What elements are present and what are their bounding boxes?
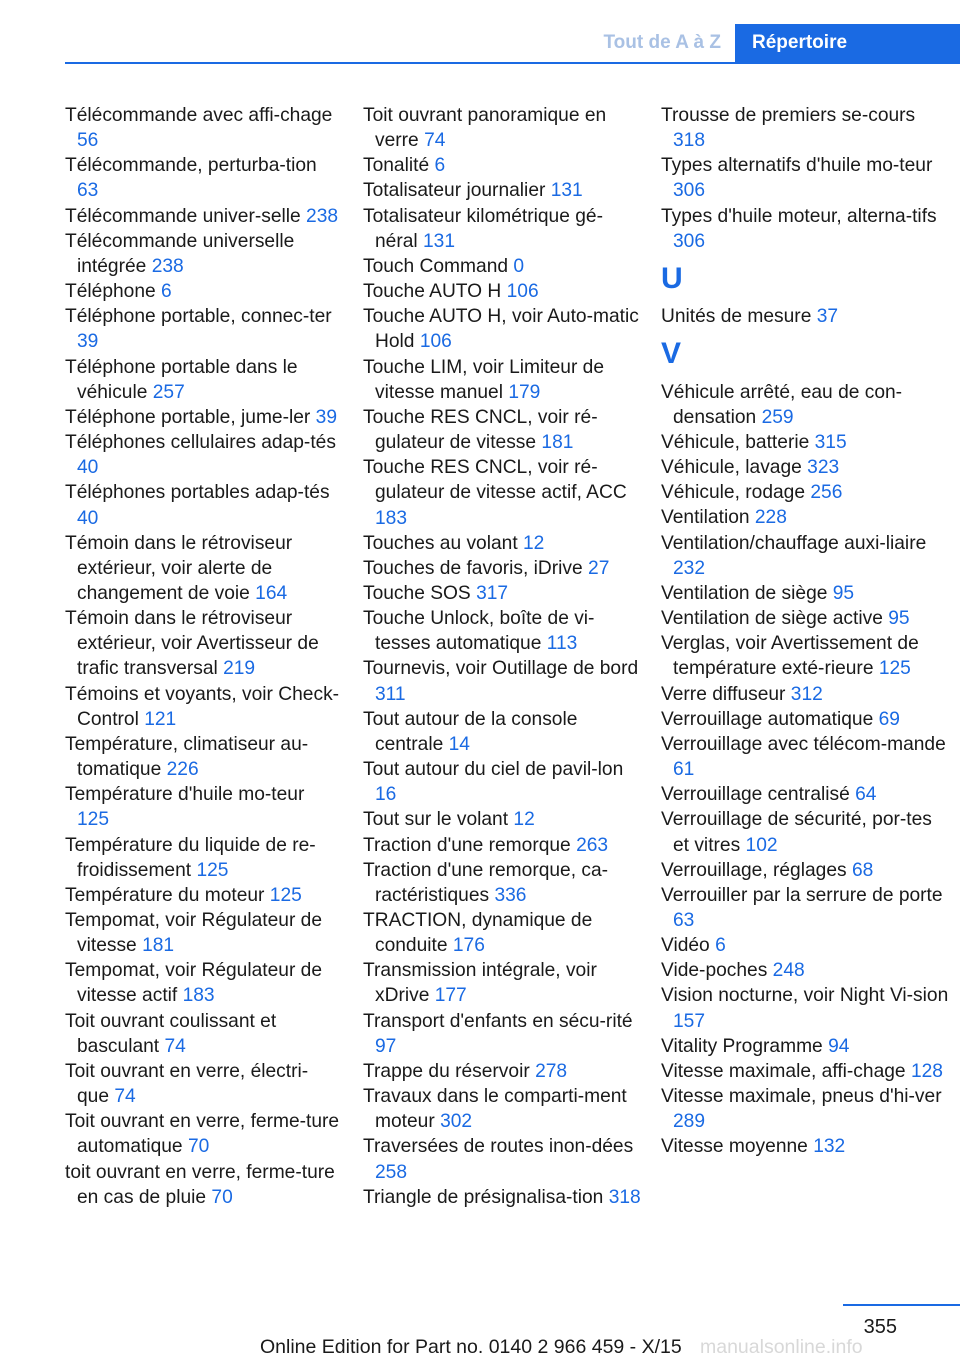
- page-link[interactable]: 317: [476, 582, 509, 604]
- index-entry: [363, 1134, 643, 1184]
- entry-term: Vidéo: [661, 935, 710, 957]
- index-entry: [661, 380, 951, 430]
- index-entry: [65, 833, 340, 883]
- entry-term: Véhicule, lavage: [661, 457, 802, 479]
- entry-term: Ventilation: [661, 507, 750, 529]
- page-link[interactable]: 232: [673, 557, 706, 579]
- page-link[interactable]: 14: [448, 733, 470, 755]
- index-entry: [661, 682, 951, 707]
- entry-term: Touch Command: [363, 255, 514, 277]
- entry-term: Toit ouvrant en verre, électri-que: [65, 1060, 309, 1108]
- entry-term: Toit ouvrant coulissant et basculant: [65, 1010, 277, 1057]
- entry-term: Transmission intégrale, voir xDrive: [363, 960, 597, 1007]
- index-entry: [363, 531, 643, 556]
- page-link[interactable]: 70: [211, 1186, 233, 1208]
- index-entry: [65, 480, 340, 530]
- page-link[interactable]: 61: [673, 759, 695, 781]
- entry-term: Trousse de premiers se-cours: [661, 105, 916, 126]
- index-entry: [661, 782, 951, 807]
- page-link[interactable]: 125: [878, 658, 911, 680]
- page-link[interactable]: 219: [223, 658, 256, 680]
- entry-term: Température du liquide de re-froidissement: [65, 834, 316, 881]
- page-link[interactable]: 40: [77, 457, 99, 479]
- index-entry: [65, 682, 340, 732]
- page-link[interactable]: 181: [142, 935, 175, 957]
- page-link[interactable]: 278: [535, 1060, 568, 1082]
- page-link[interactable]: 63: [673, 909, 695, 931]
- page-link[interactable]: 64: [855, 784, 877, 806]
- index-entry: [661, 1059, 951, 1084]
- page-link[interactable]: 302: [440, 1111, 473, 1133]
- section-letter: U: [661, 261, 683, 295]
- entry-term: Toit ouvrant en verre, ferme-ture automatique: [65, 1111, 340, 1158]
- page-link[interactable]: 258: [375, 1161, 408, 1183]
- index-entry: [363, 958, 643, 1008]
- page-link[interactable]: 238: [151, 255, 184, 277]
- tab-tout-de-a-a-z[interactable]: Tout de A à Z: [603, 32, 721, 53]
- index-entry: [363, 1084, 643, 1134]
- page-link[interactable]: 238: [306, 205, 339, 227]
- index-entry: [65, 430, 340, 480]
- page-link[interactable]: 97: [375, 1035, 397, 1057]
- index-entry: [661, 807, 951, 857]
- page-link[interactable]: 63: [77, 180, 99, 202]
- page-link[interactable]: 69: [878, 708, 900, 730]
- index-entry: [65, 531, 340, 606]
- index-entry: [661, 707, 951, 732]
- page-link[interactable]: 125: [196, 859, 229, 881]
- index-entry: [65, 405, 340, 430]
- index-entry: [661, 480, 951, 505]
- edition-note: Online Edition for Part no. 0140 2 966 459 - X/15: [260, 1336, 682, 1358]
- entry-term: Ventilation de siège active: [661, 608, 883, 630]
- index-entry: [363, 1059, 643, 1084]
- entry-term: Température, climatiseur au-tomatique: [65, 733, 309, 781]
- index-entry: [661, 455, 951, 480]
- entry-term: Télécommande universelle intégrée: [65, 230, 295, 277]
- index-entry: [65, 1109, 340, 1159]
- entry-term: Vitality Programme: [661, 1035, 823, 1057]
- index-entry: [363, 606, 643, 656]
- page-link[interactable]: 16: [375, 784, 397, 806]
- index-entry: [363, 153, 643, 178]
- page-link[interactable]: 74: [164, 1035, 186, 1057]
- page-link[interactable]: 37: [816, 306, 839, 328]
- index-entry: [65, 355, 340, 405]
- entry-term: Verglas, voir Avertissement de température exté-rieure: [661, 633, 919, 680]
- index-entry: [661, 1134, 951, 1159]
- entry-term: Transport d'enfants en sécu-rité: [363, 1010, 633, 1032]
- index-entry: [363, 908, 643, 958]
- entry-term: Verre diffuseur: [661, 683, 786, 705]
- page-link[interactable]: 125: [77, 809, 110, 831]
- tab-repertoire[interactable]: Répertoire: [735, 24, 960, 62]
- index-entry: [363, 656, 643, 706]
- entry-term: Témoin dans le rétroviseur extérieur, voir Avertisseur de trafic transversal: [65, 608, 319, 680]
- entry-term: Toit ouvrant panoramique en verre: [363, 105, 607, 152]
- index-entry: [661, 531, 951, 581]
- page-link[interactable]: 6: [434, 155, 446, 177]
- page-link[interactable]: 259: [761, 406, 794, 428]
- index-entry: [363, 178, 643, 203]
- entry-term: Véhicule arrêté, eau de con-densation: [661, 381, 903, 428]
- entry-term: Types d'huile moteur, alterna-tifs: [661, 205, 937, 227]
- index-entry: [363, 103, 643, 153]
- index-entry: [363, 455, 643, 530]
- index-entry: [65, 606, 340, 681]
- index-entry: [363, 1185, 643, 1210]
- entry-term: Touches au volant: [363, 532, 518, 554]
- index-entry: [65, 1160, 340, 1210]
- entry-term: Témoins et voyants, voir Check-Control: [65, 683, 340, 730]
- page-link[interactable]: 106: [419, 331, 452, 353]
- page-link[interactable]: 102: [745, 834, 778, 856]
- page-link[interactable]: 12: [513, 809, 535, 831]
- index-entry: [363, 1009, 643, 1059]
- entry-term: Vide-poches: [661, 960, 768, 982]
- entry-term: Téléphones cellulaires adap-tés: [65, 432, 336, 454]
- page-link[interactable]: 27: [588, 557, 610, 579]
- page-number: 355: [863, 1316, 897, 1338]
- page-link[interactable]: 12: [523, 532, 545, 554]
- entry-term: Télécommande avec affi-chage: [65, 105, 333, 126]
- entry-term: Tout autour de la console centrale: [363, 708, 578, 755]
- entry-term: Touche RES CNCL, voir ré-gulateur de vitesse: [363, 406, 598, 454]
- page-link[interactable]: 181: [541, 432, 574, 454]
- index-entry: [363, 556, 643, 581]
- entry-term: Ventilation/chauffage auxi-liaire: [661, 532, 927, 554]
- index-entry: [363, 279, 643, 304]
- entry-term: Touche Unlock, boîte de vi-tesses automatique: [363, 608, 595, 655]
- page-link[interactable]: 318: [673, 130, 706, 152]
- page-link[interactable]: 95: [888, 608, 910, 630]
- index-entry: [363, 858, 643, 908]
- index-entry: [661, 883, 951, 933]
- index-entry: [363, 355, 643, 405]
- page-link[interactable]: 94: [828, 1035, 850, 1057]
- index-entry: [363, 581, 643, 606]
- page-link[interactable]: 336: [494, 884, 527, 906]
- index-entry: [363, 707, 643, 757]
- entry-term: Verrouillage de sécurité, por-tes et vitres: [661, 809, 932, 856]
- header-rule: [65, 62, 960, 64]
- page-link[interactable]: 40: [77, 507, 99, 529]
- index-entry: [661, 858, 951, 883]
- entry-term: Touche AUTO H: [363, 281, 502, 303]
- index-entry: [363, 807, 643, 832]
- entry-term: Téléphone portable, connec-ter: [65, 306, 332, 328]
- page-link[interactable]: 39: [77, 331, 99, 353]
- page-link[interactable]: 183: [375, 507, 408, 529]
- entry-term: Traversées de routes inon-dées: [363, 1136, 634, 1158]
- page-link[interactable]: 157: [673, 1010, 706, 1032]
- page-link[interactable]: 226: [166, 759, 199, 781]
- index-entry: [661, 505, 951, 530]
- entry-term: Téléphone: [65, 281, 156, 303]
- index-entry: [661, 983, 951, 1033]
- page-link[interactable]: 306: [673, 230, 706, 252]
- page-link[interactable]: 131: [423, 230, 456, 252]
- page-link[interactable]: 132: [813, 1136, 846, 1158]
- page-link[interactable]: 311: [375, 683, 406, 705]
- entry-term: Vitesse maximale, affi-chage: [661, 1060, 906, 1082]
- entry-term: Télécommande, perturba-tion: [65, 155, 317, 177]
- index-entry: [65, 304, 340, 354]
- page-link[interactable]: 95: [832, 582, 855, 604]
- index-entry: [661, 606, 951, 631]
- entry-term: Verrouiller par la serrure de porte: [661, 884, 943, 906]
- index-entry: [661, 1034, 951, 1059]
- entry-term: Traction d'une remorque: [363, 834, 571, 856]
- index-column-2: [363, 103, 643, 1210]
- page-link[interactable]: 6: [161, 281, 172, 303]
- index-entry: [65, 1009, 340, 1059]
- index-entry: [65, 958, 340, 1008]
- entry-term: Température d'huile mo-teur: [65, 784, 305, 806]
- index-entry: [661, 732, 951, 782]
- page-link[interactable]: 256: [810, 482, 843, 504]
- index-entry: [65, 883, 340, 908]
- page-link[interactable]: 125: [269, 884, 302, 906]
- entry-term: Témoin dans le rétroviseur extérieur, voir alerte de changement de voie: [65, 532, 293, 604]
- entry-term: Trappe du réservoir: [363, 1060, 530, 1082]
- page-link[interactable]: 263: [576, 834, 609, 856]
- index-entry: [65, 103, 340, 153]
- page-link[interactable]: 248: [772, 960, 805, 982]
- page-link[interactable]: 318: [608, 1186, 641, 1208]
- index-entry: [661, 204, 951, 254]
- index-entry: [65, 732, 340, 782]
- page-link[interactable]: 121: [144, 708, 177, 730]
- page-link[interactable]: 113: [546, 633, 578, 655]
- entry-term: Travaux dans le comparti-ment moteur: [363, 1086, 627, 1133]
- entry-term: Tout sur le volant: [363, 809, 509, 831]
- index-entry: [363, 757, 643, 807]
- page-link[interactable]: 312: [790, 683, 823, 705]
- entry-term: Ventilation de siège: [661, 582, 828, 604]
- index-entry: [363, 254, 643, 279]
- entry-term: Touches de favoris, iDrive: [363, 557, 583, 579]
- page-link[interactable]: 179: [508, 381, 541, 403]
- index-entry: [661, 304, 951, 329]
- index-entry: [65, 229, 340, 279]
- page-link[interactable]: 74: [114, 1086, 136, 1108]
- entry-term: Température du moteur: [65, 884, 265, 906]
- page-link[interactable]: 306: [673, 180, 706, 202]
- page-link[interactable]: 164: [255, 582, 288, 604]
- entry-term: Tonalité: [363, 155, 430, 177]
- page-link[interactable]: 177: [434, 985, 467, 1007]
- page-link[interactable]: 68: [851, 859, 874, 881]
- page-link[interactable]: 183: [182, 985, 215, 1007]
- index-entry: [363, 833, 643, 858]
- entry-term: Téléphone portable, jume-ler: [65, 406, 311, 428]
- entry-term: Verrouillage, réglages: [661, 859, 847, 881]
- entry-term: Véhicule, rodage: [661, 482, 806, 504]
- entry-term: TRACTION, dynamique de conduite: [363, 910, 593, 957]
- index-entry: [661, 631, 951, 681]
- entry-term: Triangle de présignalisa-tion: [363, 1186, 604, 1208]
- page-link[interactable]: 70: [187, 1136, 210, 1158]
- entry-term: Tempomat, voir Régulateur de vitesse actif: [65, 960, 323, 1007]
- page-link[interactable]: 56: [77, 130, 99, 152]
- index-entry: [661, 103, 951, 153]
- entry-term: Véhicule, batterie: [661, 432, 810, 453]
- index-entry: [65, 279, 340, 304]
- page-link[interactable]: 128: [910, 1060, 943, 1082]
- page-link[interactable]: 315: [814, 432, 847, 453]
- page-link[interactable]: 131: [550, 180, 583, 202]
- page-link[interactable]: 74: [424, 130, 446, 152]
- index-entry: [65, 153, 340, 203]
- page-link[interactable]: 257: [152, 381, 185, 403]
- entry-term: Types alternatifs d'huile mo-teur: [661, 155, 933, 177]
- index-entry: [661, 1084, 951, 1134]
- entry-term: Verrouillage centralisé: [661, 784, 850, 806]
- index-entry: [65, 908, 340, 958]
- entry-term: Télécommande univer-selle: [65, 205, 301, 227]
- entry-term: Vitesse moyenne: [661, 1136, 808, 1158]
- index-entry: [65, 204, 340, 229]
- entry-term: Verrouillage automatique: [661, 708, 874, 730]
- index-entry: [661, 581, 951, 606]
- index-entry: [661, 933, 951, 958]
- entry-term: Téléphones portables adap-tés: [65, 482, 330, 504]
- index-entry: [363, 405, 643, 455]
- entry-term: Tout autour du ciel de pavil-lon: [363, 759, 624, 781]
- entry-term: Verrouillage avec télécom-mande: [661, 733, 946, 755]
- entry-term: Traction d'une remorque, ca-ractéristiques: [363, 859, 609, 906]
- index-column-3: [661, 103, 951, 1160]
- entry-term: Téléphone portable dans le véhicule: [65, 356, 298, 403]
- page-link[interactable]: 106: [506, 281, 539, 303]
- index-entry: [65, 1059, 340, 1109]
- index-entry: [661, 958, 951, 983]
- entry-term: Tournevis, voir Outillage de bord: [363, 658, 639, 680]
- entry-term: Totalisateur journalier: [363, 180, 546, 202]
- page-link[interactable]: 176: [452, 935, 485, 957]
- entry-term: Vitesse maximale, pneus d'hi-ver: [661, 1086, 942, 1108]
- entry-term: toit ouvrant en verre, ferme-ture en cas de pluie: [65, 1161, 335, 1208]
- entry-term: Touche LIM, voir Limiteur de vitesse manuel: [363, 356, 605, 403]
- entry-term: Vision nocturne, voir Night Vi-sion: [661, 985, 949, 1007]
- entry-term: Touche SOS: [363, 582, 471, 604]
- page-link[interactable]: 228: [754, 507, 787, 529]
- header-tabs: [583, 24, 960, 62]
- index-column-1: [65, 103, 340, 1210]
- page-link[interactable]: 6: [715, 935, 726, 957]
- page-link[interactable]: 0: [513, 255, 525, 277]
- watermark: manualsonline.info: [700, 1336, 863, 1358]
- entry-term: Tempomat, voir Régulateur de vitesse: [65, 910, 323, 957]
- index-entry: [363, 204, 643, 254]
- footer-rule: [843, 1304, 960, 1306]
- index-entry: [661, 153, 951, 203]
- entry-term: Unités de mesure: [661, 306, 812, 328]
- entry-term: Totalisateur kilométrique gé-néral: [363, 205, 603, 252]
- page-link[interactable]: 323: [807, 457, 840, 479]
- section-letter: V: [661, 337, 682, 371]
- index-entry: [363, 304, 643, 354]
- index-entry: [661, 430, 951, 455]
- page-link[interactable]: 289: [673, 1111, 706, 1133]
- entry-term: Touche RES CNCL, voir ré-gulateur de vitesse actif, ACC: [363, 457, 627, 504]
- entry-term: Touche AUTO H, voir Auto-matic Hold: [363, 306, 639, 353]
- index-entry: [65, 782, 340, 832]
- page-link[interactable]: 39: [315, 406, 338, 428]
